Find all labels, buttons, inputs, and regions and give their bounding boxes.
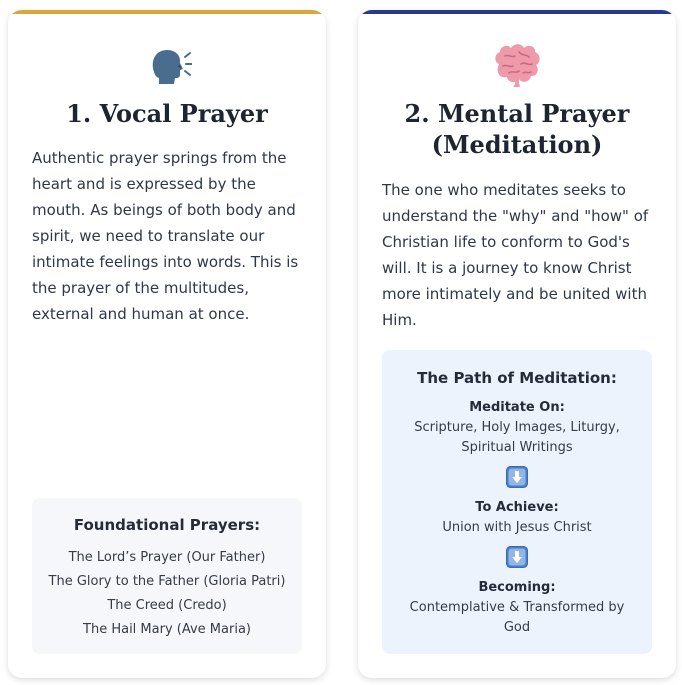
card-description: The one who meditates seeks to understand the "why" and "how" of Christian life to conform to God's will. It is a journey to know Christ more intimately and be united with Him. [382,181,649,329]
prayer-list [32,546,302,642]
down-arrow-button-icon [506,546,528,568]
step-label: To Achieve: [475,500,559,515]
list-item: The Lord’s Prayer (Our Father) [68,550,266,565]
step-text: Scripture, Holy Images, Liturgy, Spiritual Writings [414,420,620,455]
step-text: Union with Jesus Christ [442,520,592,535]
step-text: Contemplative & Transformed by God [409,600,625,635]
step-label: Becoming: [478,580,556,595]
list-item: The Creed (Credo) [107,598,227,613]
brain-icon [358,42,676,92]
card-title-line: (Meditation) [431,130,603,159]
vocal-prayer-card [8,10,326,678]
list-item: The Hail Mary (Ave Maria) [83,622,251,637]
box-heading: Foundational Prayers: [73,516,261,534]
step-label: Meditate On: [469,400,565,415]
card-title-line: 2. Mental Prayer [404,99,630,128]
card-description: Authentic prayer springs from the heart and is expressed by the mouth. As beings of both body and spirit, we need to translate our intimate feelings into words. This is the prayer of the multitudes, external and human at once. [32,149,299,323]
card-title [368,98,666,160]
speaking-head-icon [8,42,326,92]
mental-prayer-card [358,10,676,678]
foundational-prayers-box [32,498,302,654]
box-heading: The Path of Meditation: [417,369,617,387]
list-item: The Glory to the Father (Gloria Patri) [48,574,286,589]
card-title: 1. Vocal Prayer [66,99,268,128]
meditation-path-box [382,350,652,654]
down-arrow-button-icon [506,466,528,488]
